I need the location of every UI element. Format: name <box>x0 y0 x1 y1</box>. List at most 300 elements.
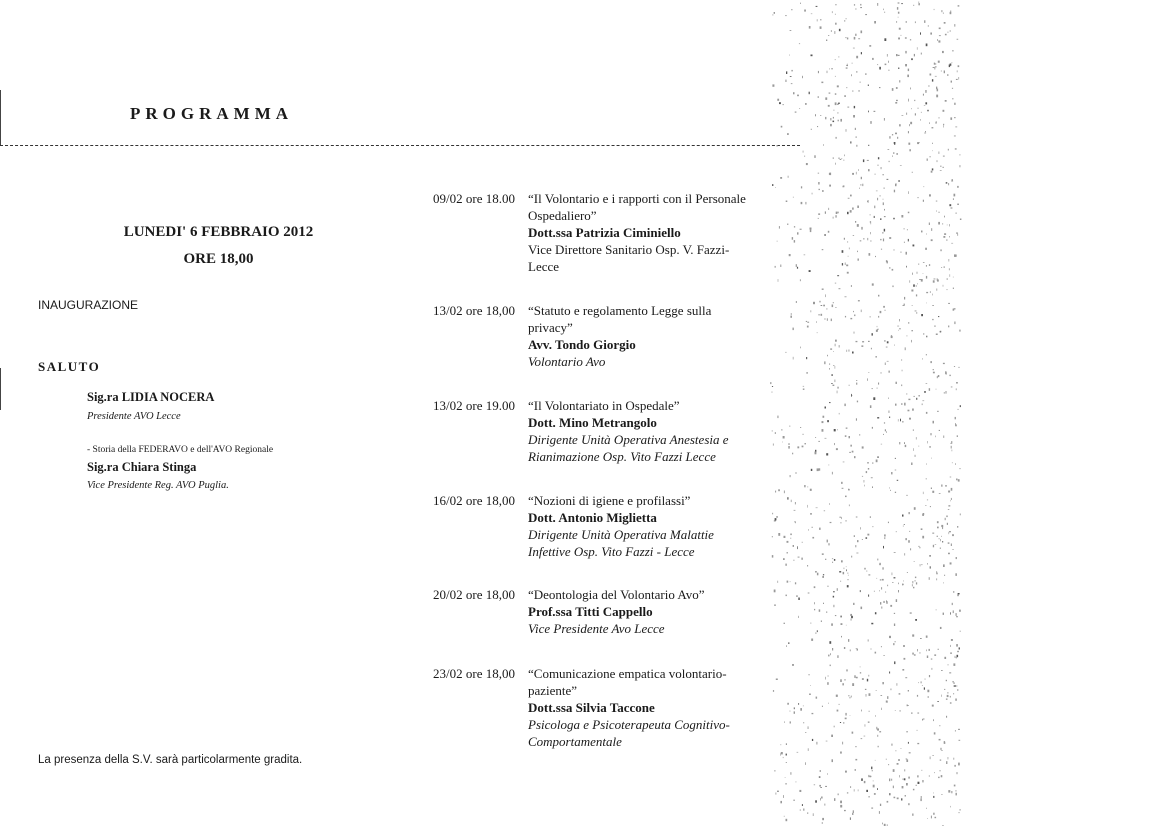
scan-speck <box>916 294 917 296</box>
scan-speck <box>937 701 938 702</box>
session-speaker-role-line: Vice Presidente Avo Lecce <box>528 621 665 636</box>
scan-speck <box>775 266 776 268</box>
scan-speck <box>796 472 797 474</box>
scan-speck <box>868 595 869 597</box>
scan-speck <box>923 186 924 187</box>
scan-speck <box>910 88 911 90</box>
scan-speck <box>915 311 917 312</box>
scan-speck <box>871 623 873 625</box>
scan-speck <box>837 588 838 591</box>
scan-speck <box>927 500 928 501</box>
scan-speck <box>795 582 796 584</box>
scan-speck <box>938 118 939 119</box>
scan-speck <box>829 641 831 644</box>
scan-speck <box>927 690 929 693</box>
scan-speck <box>812 527 813 528</box>
scan-speck <box>894 345 895 346</box>
scan-speck <box>916 785 918 786</box>
scan-speck <box>912 305 913 306</box>
scan-speck <box>911 463 912 466</box>
scan-speck <box>868 574 870 575</box>
session-topic-line: privacy” <box>528 320 573 335</box>
scan-speck <box>921 231 923 233</box>
scan-speck <box>850 141 851 143</box>
scan-speck <box>919 279 921 280</box>
scan-speck <box>909 418 911 420</box>
scan-speck <box>803 389 805 390</box>
scan-speck <box>944 216 945 218</box>
scan-speck <box>821 82 823 84</box>
scan-speck <box>815 437 816 438</box>
scan-speck <box>925 248 927 250</box>
scan-speck <box>848 575 849 576</box>
scan-speck <box>947 74 948 76</box>
scan-speck <box>960 631 961 632</box>
scan-speck <box>831 68 832 69</box>
scan-speck <box>950 703 952 704</box>
scan-speck <box>951 387 953 388</box>
scan-speck <box>846 566 847 567</box>
scan-speck <box>846 87 847 88</box>
scan-speck <box>798 557 800 558</box>
scan-speck <box>915 577 916 579</box>
scan-speck <box>945 34 947 36</box>
scan-speck <box>948 542 950 543</box>
scan-speck <box>899 319 900 321</box>
scan-speck <box>806 321 807 322</box>
scan-speck <box>932 294 933 296</box>
scan-speck <box>895 133 897 135</box>
scan-speck <box>783 436 785 439</box>
scan-speck <box>785 352 786 353</box>
scan-speck <box>783 558 785 560</box>
scan-speck <box>908 803 909 805</box>
scan-speck <box>886 600 887 602</box>
scan-speck <box>947 278 948 280</box>
scan-speck <box>839 704 840 705</box>
scan-speck <box>868 775 869 777</box>
session-speaker-role-line: Lecce <box>528 259 560 274</box>
scan-speck <box>800 708 802 711</box>
scan-speck <box>877 559 878 561</box>
scan-speck <box>858 300 860 301</box>
scan-speck <box>936 95 938 98</box>
scan-speck <box>932 533 934 534</box>
scan-speck <box>919 395 920 397</box>
session-datetime: 13/02 ore 18,00 <box>433 303 515 318</box>
scan-speck <box>865 689 867 690</box>
scan-speck <box>883 434 884 435</box>
scan-speck <box>936 389 937 390</box>
scan-speck <box>950 11 951 13</box>
scan-speck <box>791 83 793 84</box>
scan-speck <box>816 742 817 745</box>
scan-speck <box>894 661 895 664</box>
scan-speck <box>901 748 902 749</box>
scan-speck <box>840 679 842 682</box>
scan-speck <box>939 493 941 494</box>
session-topic-line: “Comunicazione empatica volontario- <box>528 666 727 681</box>
scan-speck <box>904 645 905 647</box>
session-speaker: Dott.ssa Silvia Taccone <box>528 700 655 715</box>
scan-speck <box>848 572 849 574</box>
scan-speck <box>932 705 934 707</box>
scan-speck <box>854 4 855 5</box>
scan-speck <box>922 719 923 721</box>
scan-speck <box>922 536 924 539</box>
scan-speck <box>778 533 780 536</box>
scan-speck <box>786 743 787 745</box>
scan-speck <box>811 129 812 130</box>
scan-speck <box>881 249 882 250</box>
scan-speck <box>937 39 938 41</box>
scan-speck <box>915 113 916 115</box>
scan-speck <box>809 92 810 95</box>
scan-speck <box>807 322 809 323</box>
scan-speck <box>955 791 957 792</box>
scan-speck <box>841 636 842 638</box>
scan-speck <box>830 665 831 667</box>
scan-speck <box>839 288 841 289</box>
scan-speck <box>938 375 940 377</box>
scan-speck <box>881 587 882 589</box>
scan-speck <box>800 427 801 428</box>
scan-speck <box>937 160 938 162</box>
scan-speck <box>896 531 897 532</box>
session-speaker-role-line: Dirigente Unità Operativa Malattie <box>528 527 714 542</box>
scan-speck <box>929 264 930 266</box>
scan-speck <box>949 259 950 262</box>
scan-speck <box>869 711 870 712</box>
scan-speck <box>811 639 813 641</box>
session-item <box>433 397 773 465</box>
scan-speck <box>954 117 956 118</box>
scan-speck <box>831 623 833 625</box>
scan-speck <box>774 590 776 593</box>
scan-speck <box>949 236 950 237</box>
scan-speck <box>908 239 909 242</box>
scan-speck <box>882 232 883 233</box>
scan-speck <box>900 252 902 253</box>
scan-speck <box>953 198 954 199</box>
scan-speck <box>785 564 786 566</box>
scan-speck <box>932 143 933 144</box>
scan-speck <box>941 750 943 751</box>
scan-speck <box>856 172 857 175</box>
scan-speck <box>835 344 836 347</box>
scan-speck <box>927 818 928 819</box>
scan-speck <box>953 288 954 289</box>
scan-speck <box>912 273 913 275</box>
scan-speck <box>908 69 909 72</box>
scan-speck <box>884 422 885 423</box>
scan-speck <box>946 516 947 518</box>
scan-speck <box>800 229 802 230</box>
scan-speck <box>847 272 849 274</box>
scan-speck <box>844 238 845 240</box>
scan-speck <box>857 224 859 227</box>
scan-speck <box>904 304 905 306</box>
scan-speck <box>796 301 797 303</box>
scan-speck <box>883 202 884 205</box>
scan-speck <box>773 444 774 446</box>
scan-speck <box>899 693 901 694</box>
scan-speck <box>953 309 955 311</box>
scan-speck <box>944 22 946 24</box>
scan-speck <box>934 63 935 65</box>
scan-speck <box>822 553 824 555</box>
scan-speck <box>957 39 959 40</box>
scan-speck <box>960 405 961 407</box>
scan-speck <box>772 184 773 186</box>
scan-speck <box>951 791 952 793</box>
scan-speck <box>931 171 933 173</box>
session-item <box>433 586 773 637</box>
scan-speck <box>860 527 861 529</box>
scan-speck <box>941 794 942 795</box>
scan-speck <box>840 722 841 723</box>
scan-speck <box>889 636 891 638</box>
scan-speck <box>794 707 795 709</box>
scan-speck <box>896 382 897 384</box>
scan-speck <box>851 394 852 397</box>
scan-speck <box>918 3 920 5</box>
scan-speck <box>905 795 906 796</box>
scan-speck <box>784 491 785 494</box>
scan-speck <box>842 488 844 489</box>
scan-speck <box>857 401 858 403</box>
scan-speck <box>788 446 790 449</box>
scan-speck <box>951 639 953 641</box>
scan-speck <box>946 699 948 700</box>
scan-speck <box>917 142 919 144</box>
scan-speck <box>855 759 857 761</box>
scan-speck <box>957 70 958 72</box>
scan-speck <box>929 446 930 448</box>
scan-speck <box>785 777 786 778</box>
scan-speck <box>959 330 960 332</box>
scan-speck <box>900 419 901 422</box>
scan-speck <box>954 366 955 367</box>
scan-speck <box>949 375 950 376</box>
scan-speck <box>940 331 941 332</box>
scan-speck <box>958 65 960 67</box>
scan-speck <box>806 372 807 374</box>
scan-speck <box>892 582 893 583</box>
scan-speck <box>858 259 859 261</box>
scan-speck <box>920 119 921 120</box>
scan-speck <box>938 212 940 213</box>
session-topic-line: Ospedaliero” <box>528 208 597 223</box>
scan-speck <box>781 429 782 430</box>
scan-speck <box>955 417 956 419</box>
scan-speck <box>860 4 861 6</box>
scan-speck <box>868 372 869 373</box>
scan-speck <box>933 280 935 282</box>
scan-speck <box>846 129 847 132</box>
scan-speck <box>844 96 846 97</box>
scan-speck <box>958 812 960 813</box>
scan-speck <box>934 732 936 734</box>
scan-speck <box>801 186 802 188</box>
scan-speck <box>951 441 952 444</box>
scan-speck <box>891 336 893 338</box>
scan-speck <box>867 378 868 380</box>
scan-speck <box>879 811 880 814</box>
scan-speck <box>816 6 818 7</box>
scan-speck <box>842 263 843 265</box>
scan-speck <box>856 517 858 518</box>
scan-speck <box>811 55 813 57</box>
session-speaker-role-line: Volontario Avo <box>528 354 606 369</box>
scan-speck <box>923 200 924 202</box>
scan-speck <box>830 522 832 523</box>
scan-speck <box>829 504 830 505</box>
scan-speck <box>811 310 812 312</box>
scan-speck <box>958 409 959 410</box>
scan-speck <box>878 295 879 297</box>
scan-speck <box>861 778 863 781</box>
session-datetime: 13/02 ore 19.00 <box>433 398 515 413</box>
scan-speck <box>804 156 805 157</box>
scan-speck <box>937 536 938 537</box>
scan-speck <box>789 55 790 56</box>
scan-speck <box>834 443 835 445</box>
scan-speck <box>874 111 876 112</box>
scan-speck <box>854 789 855 791</box>
scan-speck <box>917 284 918 285</box>
scan-speck <box>819 468 821 470</box>
scan-speck <box>947 523 948 525</box>
scan-speck <box>959 647 960 649</box>
scan-speck <box>889 371 890 373</box>
scan-speck <box>866 471 867 473</box>
scan-speck <box>950 64 952 66</box>
scan-speck <box>951 181 953 182</box>
scan-speck <box>929 775 930 776</box>
scan-speck <box>772 513 773 515</box>
scan-speck <box>790 772 791 775</box>
scan-speck <box>822 289 824 290</box>
scan-speck <box>926 303 927 304</box>
scan-speck <box>835 283 836 284</box>
scan-speck <box>832 472 833 475</box>
scan-speck <box>896 153 898 155</box>
scan-speck <box>833 121 835 123</box>
scan-speck <box>820 19 821 20</box>
scan-speck <box>774 605 776 606</box>
scan-speck <box>815 114 816 116</box>
scan-speck <box>852 451 854 453</box>
scan-speck <box>792 664 794 666</box>
scan-speck <box>926 265 927 267</box>
scan-speck <box>907 335 908 336</box>
scan-speck <box>797 546 798 549</box>
scan-speck <box>862 341 864 342</box>
scan-speck <box>854 456 856 458</box>
scan-speck <box>829 465 830 466</box>
scan-speck <box>885 363 886 366</box>
session-speaker: Dott.ssa Patrizia Ciminiello <box>528 225 681 240</box>
scan-speck <box>887 585 888 587</box>
scan-speck <box>799 790 801 792</box>
scan-speck <box>786 71 787 74</box>
scan-speck <box>822 429 824 432</box>
scan-speck <box>960 219 962 221</box>
scan-speck <box>934 9 935 10</box>
scan-speck <box>901 385 902 387</box>
scan-speck <box>777 99 779 101</box>
scan-speck <box>862 446 864 448</box>
scan-speck <box>796 264 797 267</box>
scan-speck <box>933 813 934 815</box>
scan-speck <box>803 705 804 706</box>
scan-speck <box>956 557 957 559</box>
scan-speck <box>941 267 942 268</box>
inauguration-label: INAUGURAZIONE <box>38 298 139 312</box>
scan-speck <box>941 775 943 777</box>
scan-speck <box>841 560 843 562</box>
scan-speck <box>929 649 930 651</box>
scan-speck <box>772 536 773 537</box>
scan-speck <box>922 404 923 406</box>
scan-speck <box>836 448 838 450</box>
scan-speck <box>947 289 948 290</box>
scan-speck <box>835 76 836 77</box>
scan-speck <box>935 817 937 818</box>
scan-speck <box>914 54 915 57</box>
scan-speck <box>949 531 950 532</box>
session-datetime: 23/02 ore 18,00 <box>433 666 515 681</box>
scan-speck <box>912 581 913 583</box>
scan-speck <box>791 313 792 314</box>
scan-speck <box>850 817 851 820</box>
scan-speck <box>789 711 790 712</box>
session-topic-line: “Deontologia del Volontario Avo” <box>528 587 705 602</box>
scan-speck <box>829 93 831 94</box>
scan-speck <box>956 479 957 481</box>
scan-speck <box>848 256 849 257</box>
scan-speck <box>958 593 960 594</box>
scan-speck <box>905 64 907 66</box>
scan-speck <box>825 407 827 409</box>
scan-speck <box>926 478 927 479</box>
greeting-speaker-role: Presidente AVO Lecce <box>87 411 181 422</box>
scan-speck <box>788 642 789 644</box>
scan-speck <box>903 581 904 582</box>
scan-speck <box>913 587 914 589</box>
scan-speck <box>902 115 904 116</box>
scan-speck <box>812 193 813 195</box>
scan-speck <box>831 383 833 384</box>
scan-speck <box>842 250 844 253</box>
scan-speck <box>834 31 835 34</box>
scan-speck <box>838 794 839 796</box>
scan-speck <box>880 239 881 240</box>
scan-speck <box>854 315 855 317</box>
scan-speck <box>818 96 819 98</box>
scan-speck <box>898 330 899 331</box>
scan-speck <box>784 721 785 723</box>
scan-speck <box>833 117 834 119</box>
scan-speck <box>920 798 921 801</box>
scan-speck <box>794 510 796 511</box>
scan-speck <box>959 740 961 741</box>
scan-speck <box>847 585 849 587</box>
scan-speck <box>872 333 873 335</box>
scan-speck <box>947 665 949 666</box>
scan-speck <box>914 561 915 562</box>
